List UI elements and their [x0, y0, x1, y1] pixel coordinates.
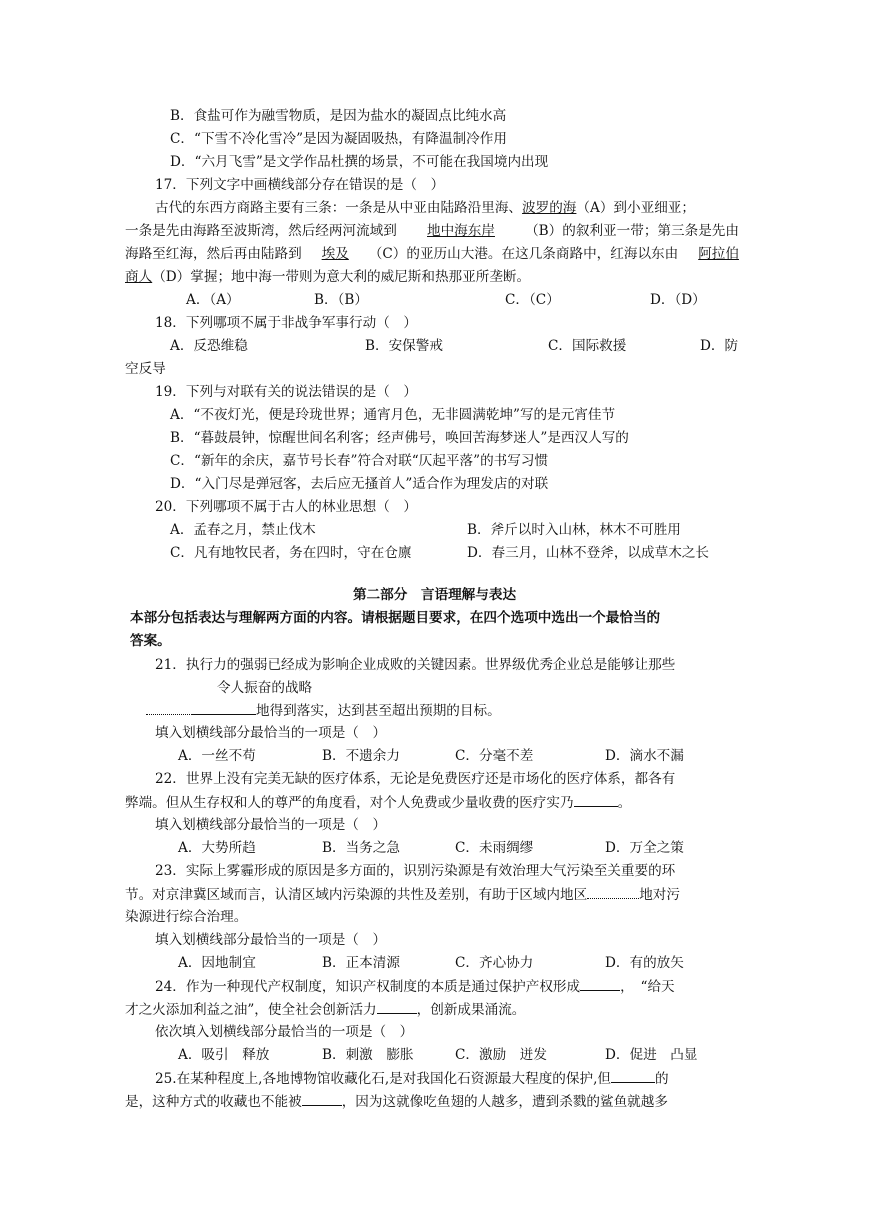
q17-stem: 17．下列文字中画横线部分存在错误的是（ ） [155, 177, 445, 193]
q24-blank-2 [377, 1000, 417, 1014]
q21-blank [192, 701, 256, 715]
q21-options [0, 747, 869, 765]
q18-option-a[interactable]: A．反恐维稳 [170, 338, 248, 354]
part2-intro-line-2: 答案。 [130, 633, 171, 649]
q17-option-c[interactable]: C．（C） [505, 292, 560, 308]
q20-options-row-2 [0, 544, 869, 562]
q17-passage-line-1: 古代的东西方商路主要有三条：一条是从中亚由陆路沿里海、波罗的海（A）到小亚细亚； [155, 200, 695, 216]
q23-line-3: 染源进行综合治理。 [125, 909, 248, 925]
q23-blank [587, 885, 639, 899]
q18-option-c[interactable]: C．国际救援 [548, 338, 627, 354]
q16-option-c: C．“下雪不冷化雪冷”是因为凝固吸热，有降温制冷作用 [170, 131, 507, 147]
q21-line-3: 地得到落实，达到甚至超出预期的目标。 [146, 701, 501, 719]
q20-option-a[interactable]: A．孟春之月，禁止伐木 [170, 522, 316, 538]
q23-line-2: 节。对京津冀区域而言，认清区域内污染源的共性及差别，有助于区域内地区 地对污 [125, 887, 680, 903]
q25-blank-2 [302, 1092, 342, 1106]
q19-option-c[interactable]: C．“新年的余庆，嘉节号长春”符合对联“仄起平落”的书写习惯 [170, 453, 549, 469]
q22-option-b[interactable]: B．当务之急 [322, 840, 400, 856]
q23-option-b[interactable]: B．正本清源 [322, 955, 400, 971]
q17-option-a[interactable]: A．（A） [186, 292, 240, 308]
q18-option-d-wrap: 空反导 [125, 361, 166, 377]
q17-underline-b: 地中海东岸 [427, 223, 495, 239]
q16-option-b: B．食盐可作为融雪物质，是因为盐水的凝固点比纯水高 [170, 108, 507, 124]
q24-line-2: 才之火添加利益之油”，使全社会创新活力 ，创新成果涌流。 [125, 1002, 526, 1018]
q22-options [0, 839, 869, 857]
q21-line-1: 21．执行力的强弱已经成为影响企业成败的关键因素。世界级优秀企业总是能够让那些 [155, 657, 676, 673]
q19-option-a[interactable]: A．“不夜灯光，便是玲珑世界；通宵月色，无非圆满乾坤”写的是元宵佳节 [170, 407, 616, 423]
q21-line-2: 令人振奋的战略 [217, 680, 313, 696]
q19-option-d[interactable]: D．“入门尽是弹冠客，去后应无搔首人”适合作为理发店的对联 [170, 476, 549, 492]
q20-option-d[interactable]: D．春三月，山林不登斧，以成草木之长 [467, 545, 709, 561]
q21-option-d[interactable]: D．滴水不漏 [605, 748, 684, 764]
q23-option-c[interactable]: C．齐心协力 [455, 955, 534, 971]
q17-passage-line-3: 海路至红海，然后再由陆路到 埃及 （C）的亚历山大港。在这几条商路中，红海以东由 阿拉伯 [125, 246, 739, 262]
q22-blank [574, 793, 618, 807]
q17-passage-line-2: 一条是先由海路至波斯湾，然后经两河流域到 地中海东岸 （B）的叙利亚一带；第三条是先由 [125, 223, 739, 239]
q20-stem: 20．下列哪项不属于古人的林业思想（ ） [155, 499, 417, 515]
q23-line-1: 23．实际上雾霾形成的原因是多方面的，识别污染源是有效治理大气污染至关重要的环 [155, 863, 676, 879]
q21-prompt: 填入划横线部分最恰当的一项是（ ） [155, 725, 387, 741]
q20-option-c[interactable]: C．凡有地牧民者，务在四时，守在仓廪 [170, 545, 412, 561]
q19-stem: 19．下列与对联有关的说法错误的是（ ） [155, 384, 417, 400]
q23-prompt: 填入划横线部分最恰当的一项是（ ） [155, 932, 387, 948]
q22-line-2: 弊端。但从生存权和人的尊严的角度看，对个人免费或少量收费的医疗实乃 。 [125, 795, 632, 811]
q23-options [0, 954, 869, 972]
q16-option-d: D．“六月飞雪”是文学作品杜撰的场景，不可能在我国境内出现 [170, 154, 549, 170]
q24-prompt: 依次填入划横线部分最恰当的一项是（ ） [155, 1024, 414, 1040]
q22-line-1: 22．世界上没有完美无缺的医疗体系，无论是免费医疗还是市场化的医疗体系，都各有 [155, 771, 676, 787]
q17-passage-line-4: 商人（D）掌握；地中海一带则为意大利的威尼斯和热那亚所垄断。 [125, 269, 531, 285]
q18-stem: 18．下列哪项不属于非战争军事行动（ ） [155, 315, 417, 331]
q24-option-c[interactable]: C．激励 迸发 [455, 1047, 547, 1063]
q20-option-b[interactable]: B．斧斤以时入山林，林木不可胜用 [467, 522, 681, 538]
q25-line-1: 25.在某种程度上,各地博物馆收藏化石,是对我国化石资源最大程度的保护,但 的 [155, 1071, 669, 1087]
q22-prompt: 填入划横线部分最恰当的一项是（ ） [155, 817, 387, 833]
q24-blank-1 [580, 977, 620, 991]
q17-options [0, 291, 869, 309]
q22-option-a[interactable]: A．大势所趋 [178, 840, 256, 856]
q21-blank-lead [146, 701, 192, 715]
q17-underline-d: 阿拉伯 [698, 246, 739, 262]
q24-option-b[interactable]: B．刺激 膨胀 [322, 1047, 414, 1063]
part2-title: 第二部分 言语理解与表达 [352, 587, 517, 603]
q21-option-b[interactable]: B．不遗余力 [322, 748, 400, 764]
q22-option-c[interactable]: C．未雨绸缪 [455, 840, 534, 856]
q18-option-d[interactable]: D．防 [700, 338, 739, 354]
q20-options-row-1 [0, 521, 869, 539]
q21-option-c[interactable]: C．分毫不差 [455, 748, 534, 764]
q25-line-2: 是，这种方式的收藏也不能被 ，因为这就像吃鱼翅的人越多，遭到杀戮的鲨鱼就越多 [125, 1094, 668, 1110]
q18-option-b[interactable]: B．安保警戒 [365, 338, 443, 354]
q24-option-d[interactable]: D．促进 凸显 [605, 1047, 698, 1063]
q18-options [0, 337, 869, 355]
q17-underline-c: 埃及 [321, 246, 349, 262]
q25-blank-1 [611, 1069, 655, 1083]
q21-option-a[interactable]: A．一丝不苟 [178, 748, 256, 764]
q19-option-b[interactable]: B．“暮鼓晨钟，惊醒世间名利客；经声佛号，唤回苦海梦迷人”是西汉人写的 [170, 430, 629, 446]
q24-option-a[interactable]: A．吸引 释放 [178, 1047, 270, 1063]
part2-intro-line-1: 本部分包括表达与理解两方面的内容。请根据题目要求，在四个选项中选出一个最恰当的 [130, 610, 661, 626]
q17-option-d[interactable]: D．（D） [650, 292, 706, 308]
q17-underline-a: 波罗的海 [522, 200, 577, 216]
q23-option-a[interactable]: A．因地制宜 [178, 955, 256, 971]
q23-option-d[interactable]: D．有的放矢 [605, 955, 684, 971]
q24-line-1: 24．作为一种现代产权制度，知识产权制度的本质是通过保护产权形成 ， “给天 [155, 979, 675, 995]
q24-options [0, 1046, 869, 1064]
q17-option-b[interactable]: B．（B） [314, 292, 368, 308]
q22-option-d[interactable]: D．万全之策 [605, 840, 684, 856]
